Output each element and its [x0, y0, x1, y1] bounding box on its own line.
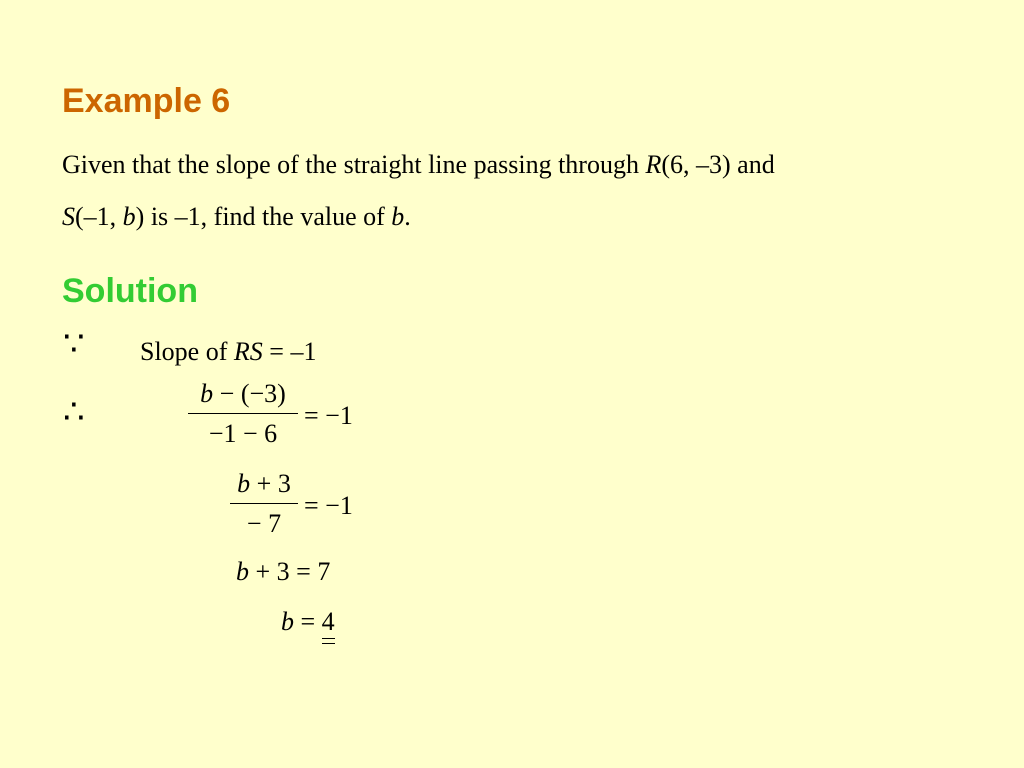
step-2-denominator: −1 − 6	[208, 419, 278, 448]
point-s-coords-open: (–1,	[75, 202, 123, 231]
problem-line-1	[62, 150, 775, 180]
point-s-label: S	[62, 202, 75, 231]
step-3-fraction	[230, 469, 298, 539]
step-1-equation	[140, 337, 316, 367]
step-3-denominator: − 7	[246, 509, 282, 538]
step-2-fraction	[188, 379, 298, 449]
step-3-numerator	[233, 469, 295, 499]
step-4-equation	[236, 557, 330, 587]
unknown-var: b	[391, 202, 405, 231]
step-4-rest: + 3 = 7	[249, 557, 331, 586]
step-2-fraction-bar	[188, 413, 298, 414]
step-3-fraction-bar	[230, 503, 298, 504]
step-3-num-var: b	[237, 469, 251, 498]
step-5-equation	[281, 607, 335, 637]
therefore-symbol: ∴	[63, 394, 85, 431]
final-answer: 4	[321, 607, 335, 636]
step-1-rhs: = –1	[262, 337, 317, 366]
step-1-var: RS	[233, 337, 263, 366]
step-2-num-var: b	[200, 379, 214, 408]
step-2-num-rest: − (−3)	[213, 379, 286, 408]
problem-line-2	[62, 202, 411, 232]
solution-title: Solution	[62, 272, 198, 310]
example-title: Example 6	[62, 82, 231, 120]
point-r-coords: (6, –3) and	[661, 150, 775, 179]
step-4-var: b	[236, 557, 249, 586]
step-5-var: b	[281, 607, 294, 636]
step-3-num-rest: + 3	[250, 469, 291, 498]
step-2-rhs: = −1	[304, 401, 353, 430]
point-r-label: R	[645, 150, 662, 179]
point-s-var: b	[122, 202, 136, 231]
step-3-rhs: = −1	[304, 491, 353, 520]
step-2-numerator	[196, 379, 290, 409]
because-symbol: ∵	[63, 326, 85, 363]
problem-text: Given that the slope of the straight line passing through	[62, 150, 646, 179]
problem-text: ) is –1, find the value of	[135, 202, 392, 231]
step-1-text: Slope of	[140, 337, 234, 366]
step-5-eq: =	[294, 607, 322, 636]
problem-period: .	[404, 202, 411, 231]
